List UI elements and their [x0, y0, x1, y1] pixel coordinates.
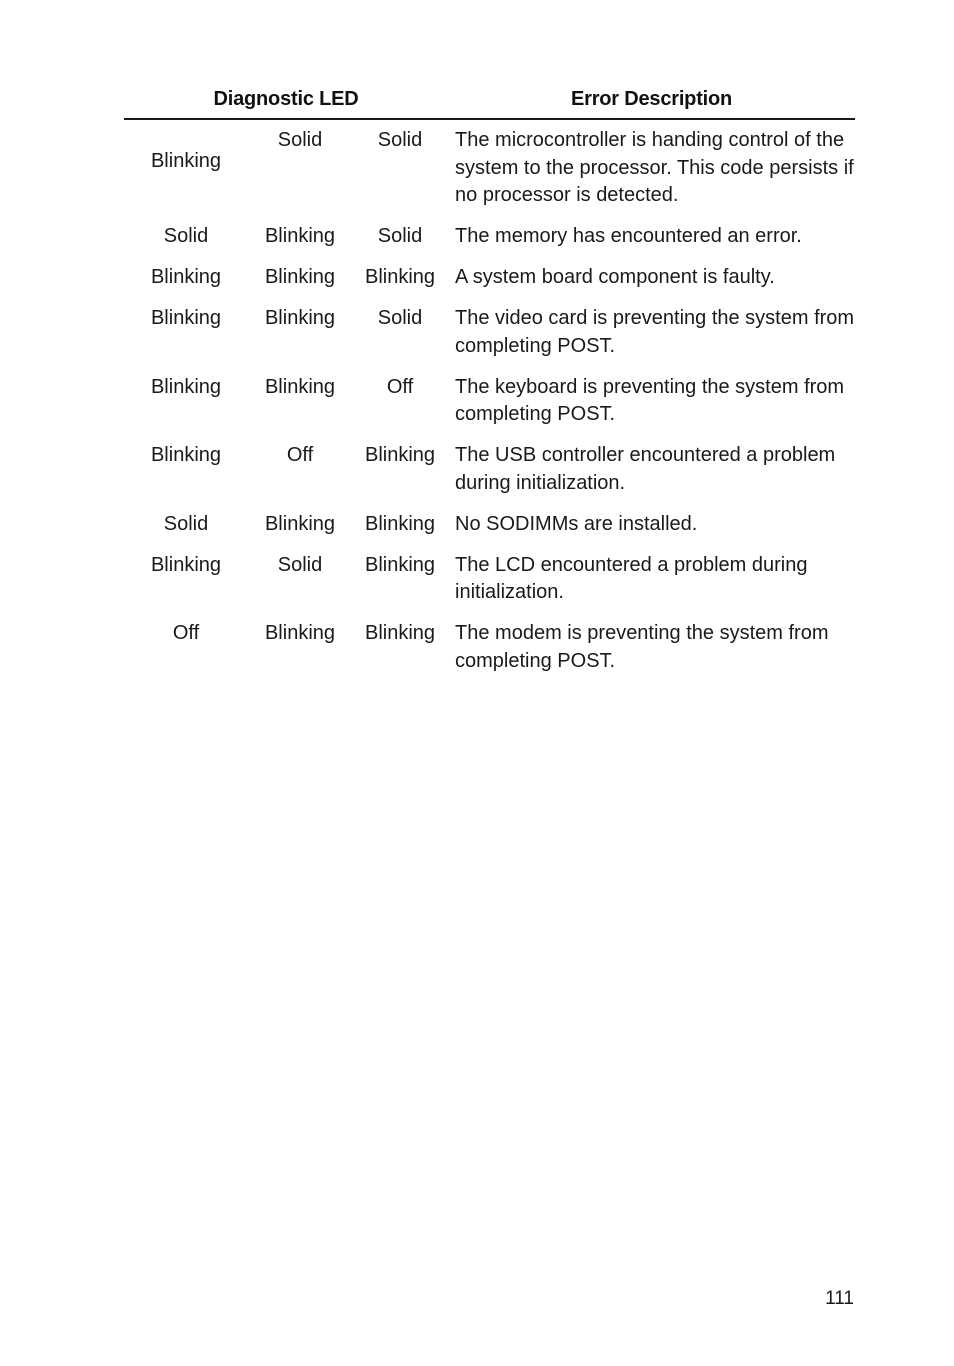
description-cell: A system board component is faulty. [455, 266, 775, 288]
table-row [124, 305, 855, 374]
description-cell: The modem is preventing the system from completing POST. [455, 622, 829, 672]
led1-cell: Solid [163, 512, 209, 535]
page-number: 111 [825, 1288, 854, 1309]
description-cell: The microcontroller is handing control of the system to the processor. This code persists if no processor is detected. [455, 129, 854, 206]
description-cell: No SODIMMs are installed. [455, 512, 698, 535]
led1-cell: Solid [163, 225, 209, 247]
table-row [124, 552, 855, 621]
table-row [124, 442, 855, 511]
led2-cell: Blinking [264, 375, 336, 398]
led3-cell: Blinking [364, 553, 436, 576]
table-header-row [124, 84, 855, 119]
table-row [124, 374, 855, 443]
table-row [124, 620, 855, 689]
led3-cell: Blinking [364, 444, 436, 466]
diagnostic-led-table [124, 84, 855, 689]
led1-cell: Blinking [150, 444, 222, 466]
led1-cell: Blinking [150, 375, 222, 398]
led3-cell: Blinking [364, 512, 436, 535]
table-row [124, 223, 855, 264]
description-cell: The video card is preventing the system from completing POST. [455, 307, 855, 357]
led1-cell: Off [172, 622, 200, 644]
led3-cell: Solid [377, 307, 423, 329]
led1-cell: Blinking [150, 307, 222, 329]
table-row [124, 119, 855, 223]
led3-cell: Solid [377, 225, 423, 247]
header-diagnostic-led: Diagnostic LED [124, 84, 448, 119]
led2-cell: Blinking [264, 307, 336, 329]
description-cell: The memory has encountered an error. [455, 225, 802, 247]
led3-cell: Blinking [364, 266, 436, 288]
led2-cell: Off [286, 444, 314, 466]
table-row [124, 511, 855, 552]
led1-cell: Blinking [150, 149, 222, 172]
description-cell: The LCD encountered a problem during initialization. [455, 553, 808, 603]
led2-cell: Blinking [264, 225, 336, 247]
led2-cell: Solid [277, 553, 323, 576]
led3-cell: Solid [377, 129, 423, 151]
led2-cell: Blinking [264, 622, 336, 644]
led1-cell: Blinking [150, 266, 222, 288]
led3-cell: Blinking [364, 622, 436, 644]
led2-cell: Solid [277, 129, 323, 151]
led2-cell: Blinking [264, 266, 336, 288]
description-cell: The USB controller encountered a problem during initialization. [455, 444, 836, 494]
table-row [124, 264, 855, 305]
led1-cell: Blinking [150, 553, 222, 576]
header-error-description: Error Description [448, 84, 855, 119]
description-cell: The keyboard is preventing the system from completing POST. [455, 375, 845, 425]
led2-cell: Blinking [264, 512, 336, 535]
led3-cell: Off [386, 375, 414, 398]
